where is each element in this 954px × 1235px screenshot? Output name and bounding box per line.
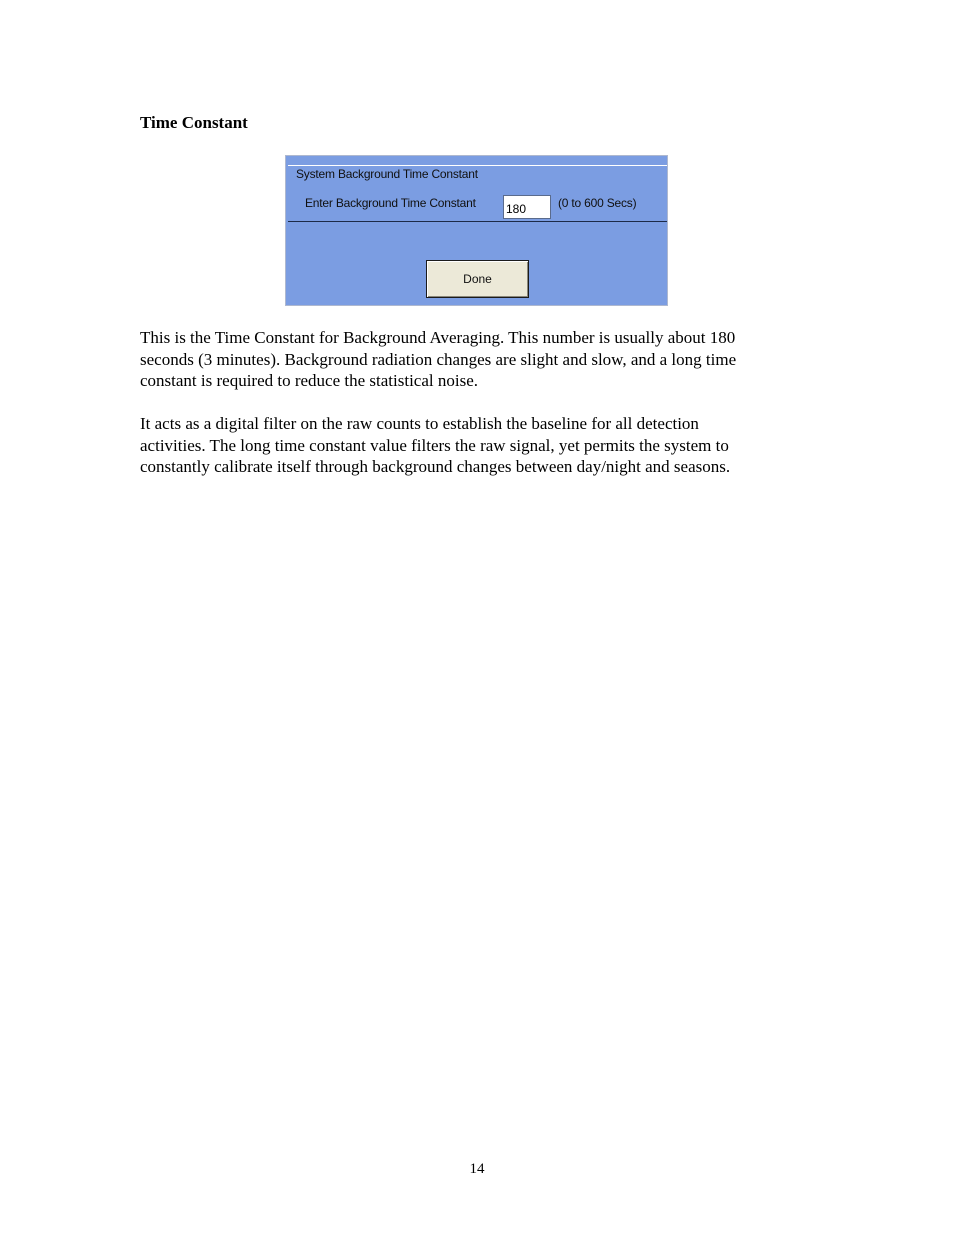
paragraph-line: activities. The long time constant value filters the raw signal, yet permits the system to bbox=[140, 435, 729, 455]
paragraph-digital-filter bbox=[140, 413, 820, 478]
time-constant-dialog bbox=[285, 155, 668, 306]
paragraph-time-constant-description bbox=[140, 327, 820, 392]
group-title: System Background Time Constant bbox=[296, 167, 478, 181]
time-constant-input[interactable] bbox=[503, 195, 551, 219]
done-button[interactable]: Done bbox=[426, 260, 529, 298]
background-time-constant-group bbox=[288, 165, 667, 222]
range-hint: (0 to 600 Secs) bbox=[558, 196, 637, 210]
paragraph-line: constantly calibrate itself through background changes between day/night and seasons. bbox=[140, 457, 731, 477]
section-heading: Time Constant bbox=[140, 113, 248, 132]
time-constant-label: Enter Background Time Constant bbox=[305, 196, 476, 210]
paragraph-line: constant is required to reduce the statistical noise. bbox=[140, 371, 479, 391]
paragraph-line: seconds (3 minutes). Background radiation changes are slight and slow, and a long time bbox=[140, 349, 737, 369]
paragraph-line: This is the Time Constant for Background Averaging. This number is usually about 180 bbox=[140, 328, 736, 347]
page-number: 14 bbox=[469, 1161, 485, 1177]
paragraph-line: It acts as a digital filter on the raw counts to establish the baseline for all detection bbox=[140, 414, 699, 433]
